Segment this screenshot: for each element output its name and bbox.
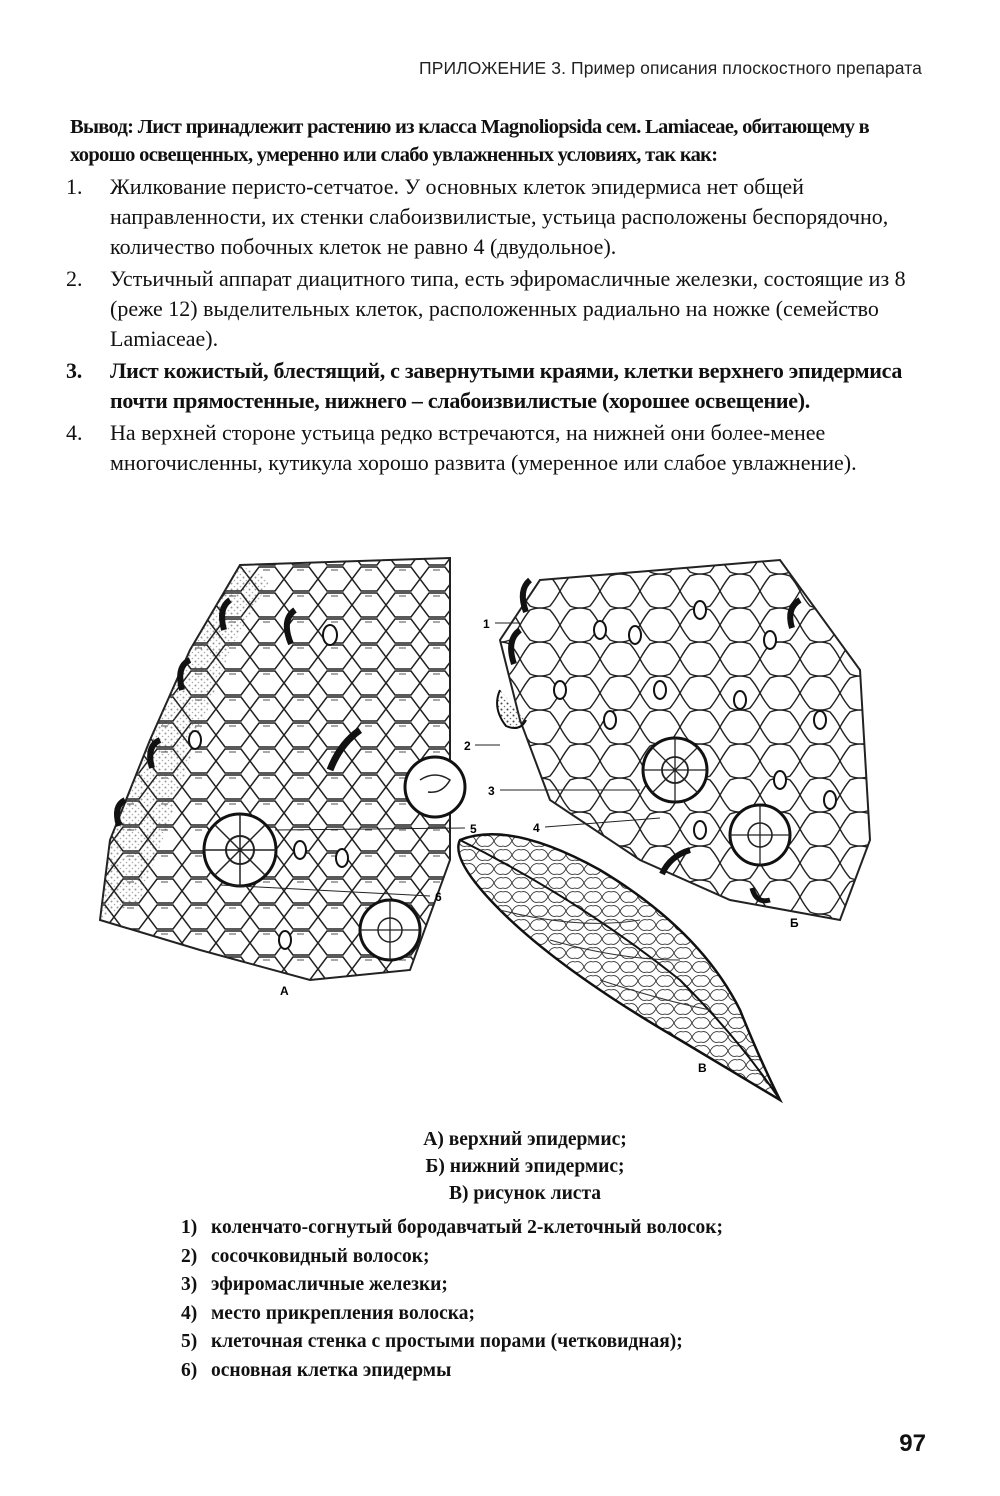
- legend-number: 4): [181, 1302, 198, 1324]
- list-item-text: На верхней стороне устьица редко встречаются, на нижней они более-менее многочисленны, кутикула хорошо развита (умеренное или слабое увлажнение).: [110, 420, 857, 475]
- list-item: [66, 356, 924, 416]
- legend-number: 2): [181, 1245, 198, 1267]
- legend-text: основная клетка эпидермы: [211, 1359, 452, 1381]
- panel-label-c: В: [698, 1061, 707, 1075]
- panel-label-a: А: [280, 984, 289, 998]
- list-item-text: Лист кожистый, блестящий, с завернутыми краями, клетки верхнего эпидермиса почти прямостенные, нижнего – слабоизвилистые (хорошее освещение).: [110, 358, 903, 413]
- list-item: [66, 172, 924, 262]
- legend-text: эфиромасличные железки;: [211, 1274, 448, 1295]
- callout-label: 2: [464, 739, 471, 753]
- list-item-text: Устьичный аппарат диацитного типа, есть эфиромасличные железки, состоящие из 8 (реже 12) выделительных клеток, расположенных радиально на ножке (семейство Lamiaceae).: [110, 266, 906, 351]
- list-item-text: Жилкование перисто-сетчатое. У основных клеток эпидермиса нет общей направленности, их стенки слабоизвилистые, устьица расположены беспорядочно, количество побочных клеток не равно 4 (двудольное).: [110, 174, 889, 259]
- epidermis-illustration: [80, 540, 880, 1110]
- callout-label: 3: [488, 784, 495, 798]
- list-item-number: 2.: [66, 266, 83, 291]
- legend-number: 6): [181, 1359, 198, 1381]
- legend-item: [181, 1300, 723, 1329]
- legend-number: 5): [181, 1331, 198, 1352]
- running-header: ПРИЛОЖЕНИЕ 3. Пример описания плоскостного препарата: [419, 58, 922, 78]
- callout-label: 1: [483, 617, 490, 631]
- list-item-number: 3.: [66, 358, 82, 383]
- conclusion-paragraph: Вывод: Лист принадлежит растению из класса Magnoliopsida сем. Lamiaceae, обитающему в хорошо освещенных, умеренно или слабо увлажненных условиях, так как:: [70, 116, 870, 166]
- legend-item: [181, 1357, 723, 1386]
- list-item-number: 1.: [66, 174, 83, 199]
- page-number: 97: [899, 1430, 926, 1457]
- legend-text: место прикрепления волоска;: [211, 1302, 475, 1324]
- callout-label: 4: [533, 821, 540, 835]
- legend-item: [181, 1243, 723, 1272]
- legend-item: [181, 1214, 723, 1243]
- legend-text: сосочковидный волосок;: [211, 1245, 430, 1267]
- legend-number: 1): [181, 1217, 198, 1238]
- caption-b: Б) нижний эпидермис;: [425, 1156, 625, 1177]
- epidermis-figure: [80, 540, 880, 1110]
- callout-label: 6: [435, 890, 442, 904]
- list-item: [66, 418, 924, 478]
- legend-text: коленчато-согнутый бородавчатый 2-клеточный волосок;: [211, 1217, 724, 1238]
- panel-a-upper-epidermis: [100, 558, 465, 980]
- list-item: [66, 264, 924, 354]
- legend-item: [181, 1328, 723, 1357]
- list-item-number: 4.: [66, 420, 83, 445]
- caption-a: А) верхний эпидермис;: [423, 1129, 627, 1150]
- figure-captions: [0, 1126, 1000, 1207]
- caption-c: В) рисунок листа: [448, 1183, 602, 1204]
- panel-label-b: Б: [790, 916, 799, 930]
- reasons-list: [66, 172, 924, 480]
- figure-legend: [181, 1214, 723, 1385]
- callout-label: 5: [470, 822, 477, 836]
- legend-number: 3): [181, 1274, 198, 1295]
- legend-item: [181, 1271, 723, 1300]
- legend-text: клеточная стенка с простыми порами (четковидная);: [211, 1331, 683, 1352]
